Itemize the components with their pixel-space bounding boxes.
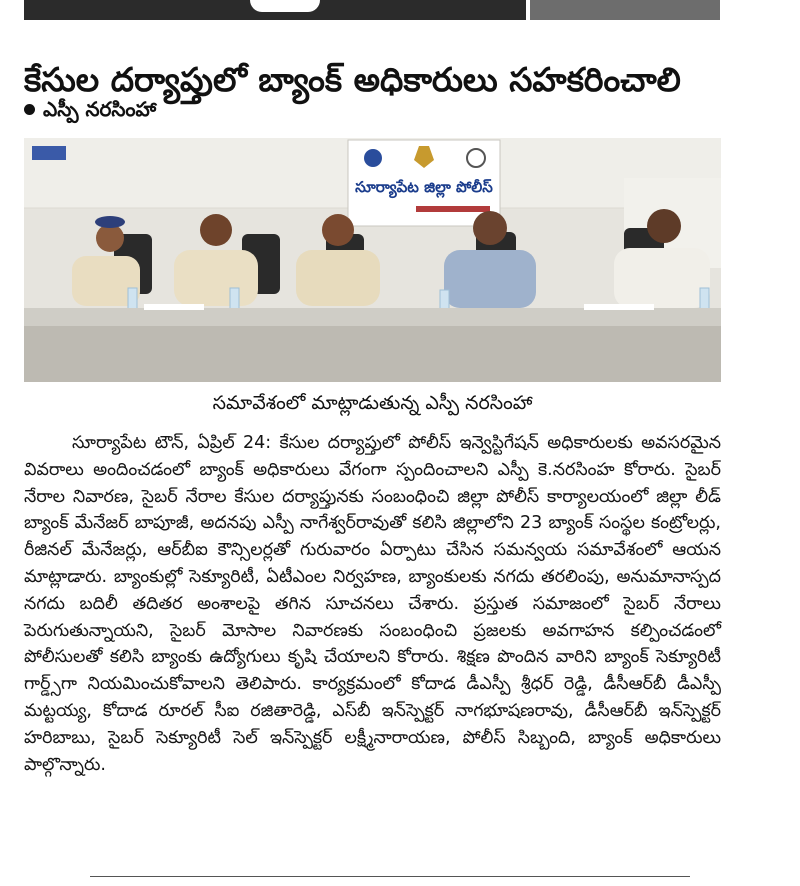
telangana-police-logo-icon <box>364 149 382 167</box>
meeting-photo-illustration <box>24 138 721 382</box>
bottom-rule <box>90 876 690 877</box>
byline <box>24 94 156 124</box>
photo-caption: సమావేశంలో మాట్లాడుతున్న ఎస్పీ నరసింహా <box>212 392 533 414</box>
article-body: సూర్యాపేట టౌన్, ఏప్రిల్ 24: కేసుల దర్యాప్తులో పోలీస్ ఇన్వెస్టిగేషన్ అధికారులకు అవసరమైన వివరాలు అందించడంలో బ్యాంక్ అధికారులు వేగంగా స్పందించాలని ఎస్పీ కె.నరసింహ కోరారు. సైబర్ నేరాల నివారణ, సైబర్ నేరాల కేసుల దర్యాప్తునకు సంబంధించి జిల్లా పోలీస్ కార్యాలయంలో జిల్లా లీడ్ బ్యాంక్ మేనేజర్ బాపూజీ, అదనపు ఎస్పీ నాగేశ్వర్‌రావుతో కలిసి జిల్లాలోని 23 బ్యాంక్ సంస్థల కంట్రోలర్లు, రీజినల్ మేనేజర్లు, ఆర్‌బీఐ కౌన్సిలర్లతో గురువారం ఏర్పాటు చేసిన సమన్వయ సమావేశంలో ఆయన మాట్లాడారు. బ్యాంకుల్లో సెక్యూరిటీ, ఏటీఎంల నిర్వహణ, బ్యాంకులకు నగదు తరలింపు, అనుమానాస్పద నగదు బదిలీ తదితర అంశాలపై తగిన సూచనలు చేశారు. ప్రస్తుత సమాజంలో సైబర్ నేరాలు పెరుగుతున్నాయని, సైబర్ మోసాల నివారణకు సంబంధించి ప్రజలకు అవగాహన కల్పించడంలో పోలీసులతో కలిసి బ్యాంకు ఉద్యోగులు కృషి చేయాలని కోరారు. శిక్షణ పొందిన వారిని బ్యాంక్ సెక్యూరిటీ గార్డ్స్‌గా నియమించుకోవాలని తెలిపారు. కార్యక్రమంలో కోదాడ డీఎస్పీ శ్రీధర్ రెడ్డి, డీసీఆర్‌బీ డీఎస్పీ మట్టయ్య, కోదాడ రూరల్ సీఐ రజితారెడ్డి, ఎస్‌బీ ఇన్‌స్పెక్టర్ నాగభూషణరావు, డీసీఆర్‌బీ ఇన్‌స్పెక్టర్ హరిబాబు, సైబర్ సెక్యూరిటీ సెల్ ఇన్‌స్పెక్టర్ లక్ష్మీనారాయణ, పోలీస్ సిబ్బంది, బ్యాంక్ అధికారులు పాల్గొన్నారు. <box>24 433 721 775</box>
news-photo <box>24 138 721 382</box>
bullet-icon <box>24 104 35 115</box>
wall-sign-icon <box>32 146 66 160</box>
banner-text: సూర్యాపేట జిల్లా పోలీస్ <box>355 178 493 196</box>
masthead-strip <box>0 0 800 22</box>
masthead-bar-gray <box>530 0 720 20</box>
masthead-notch <box>250 0 320 12</box>
byline-text: ఎస్పీ నరసింహా <box>43 97 157 121</box>
headline: కేసుల దర్యాప్తులో బ్యాంక్ అధికారులు సహకరించాలి <box>24 60 681 100</box>
